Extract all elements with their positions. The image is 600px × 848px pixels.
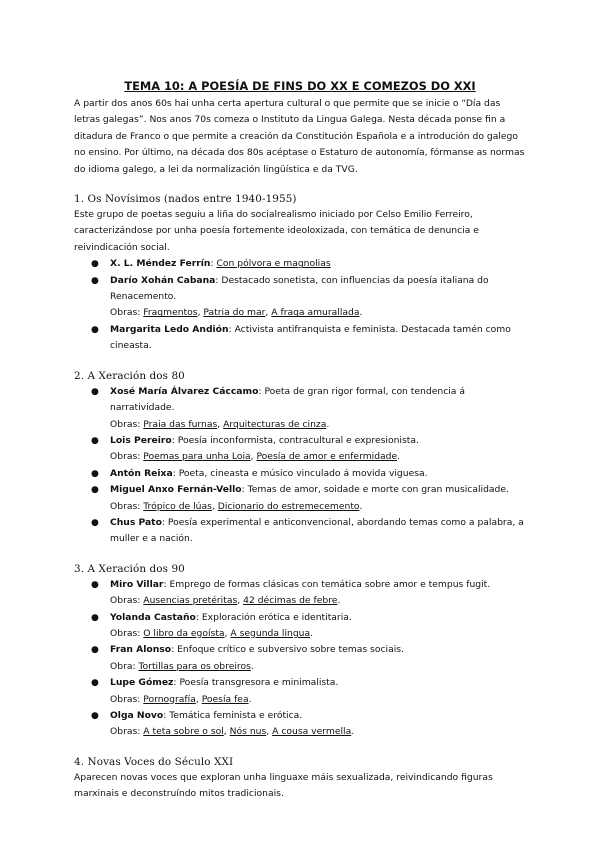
works-prefix: Obras: (110, 451, 144, 463)
works-punct: , (211, 500, 218, 512)
bullet-icon: ● (91, 275, 99, 286)
work-title: A segunda lingua (230, 627, 311, 639)
separator: : (258, 385, 265, 397)
author-name: Olga Novo (110, 710, 164, 721)
works-prefix: Obras: (110, 693, 144, 705)
author-description: Poeta de gran rigor formal, con tendencia á narratividade. (110, 385, 465, 414)
works-punct: . (337, 595, 341, 607)
bullet-icon: ● (91, 386, 99, 397)
author-name: Yolanda Castaño (110, 611, 196, 623)
works-punct: , (250, 451, 257, 463)
bullet-icon: ● (91, 678, 99, 689)
separator: : (210, 258, 217, 270)
separator: : (163, 710, 170, 721)
section-text: Este grupo de poetas seguiu a liña do socialrealismo iniciado por Celso Emilio Ferreiro, caracterizándose por unha poesía fortemente ideoloxizada, con temática de denuncia e reivindicación social. (74, 209, 479, 253)
works-line (110, 659, 526, 675)
work-title: Poesía fea (201, 693, 249, 705)
works-punct: , (266, 726, 273, 738)
works-punct: , (265, 307, 272, 319)
work-title: Tortillas para os obreiros (138, 660, 251, 672)
work-title: Arquitecturas de cinza (223, 418, 327, 430)
author-description: Exploración erótica e identitaria. (201, 611, 352, 623)
work-title: Trópico de lúas (143, 500, 212, 512)
works-punct: . (310, 627, 314, 639)
author-description: Activista antifranquista e feminista. Destacada tamén como cineasta. (110, 323, 511, 352)
work-title: Patria do mar (203, 307, 266, 319)
work-title: A teta sobre o sol (143, 726, 224, 738)
author-description: Poesía experimental e anticonvencional, abordando temas como a palabra, a muller e a nación. (110, 516, 524, 545)
author-name: Xosé María Álvarez Cáccamo (110, 385, 259, 397)
author-item (91, 577, 526, 610)
author-name: Lois Pereiro (110, 434, 172, 446)
section-heading: 4. Novas Voces do Século XXI (74, 755, 234, 768)
bullet-icon: ● (91, 468, 99, 479)
work-title: 42 décimas de febre (243, 595, 338, 607)
author-item (91, 675, 526, 708)
work-title: Dicionario do estremecemento (217, 500, 360, 512)
works-line (110, 449, 526, 465)
works-line (110, 417, 526, 433)
work-title: Praia das furnas (143, 418, 218, 430)
works-punct: , (223, 726, 230, 738)
section-text: Aparecen novas voces que exploran unha linguaxe máis sexualizada, reivindicando figuras marxinais e deconstruíndo mitos tradicionais. (74, 771, 493, 800)
author-list (74, 256, 526, 354)
separator: : (195, 611, 202, 623)
author-name: Darío Xohán Cabana (110, 274, 216, 286)
author-item (91, 273, 526, 322)
author-description: Poeta, cineasta e músico vinculado á movida viguesa. (178, 467, 428, 479)
bullet-icon: ● (91, 259, 99, 270)
author-item (91, 466, 526, 482)
works-prefix: Obras: (110, 418, 144, 430)
separator: : (173, 677, 180, 689)
works-prefix: Obras: (110, 595, 144, 607)
works-line (110, 593, 526, 609)
work-title: Nós nus (229, 726, 267, 738)
bullet-icon: ● (91, 579, 99, 590)
author-description: Destacado sonetista, con influencias da poesía italiana do Renacemento. (110, 274, 489, 303)
work-title: Poesía de amor e enfermidade (256, 451, 398, 463)
author-item (91, 322, 526, 355)
works-punct: . (359, 307, 363, 319)
bullet-icon: ● (91, 435, 99, 446)
works-line (110, 626, 526, 642)
works-punct: . (359, 500, 363, 512)
works-punct: , (197, 307, 204, 319)
author-description: Poesía transgresora e minimalista. (179, 677, 339, 689)
author-description: Poesía inconformista, contracultural e expresionista. (177, 434, 419, 446)
separator: : (171, 434, 178, 446)
work-title: Poemas para unha Loia (143, 451, 251, 463)
work-title: Fragmentos (143, 307, 198, 319)
separator: : (215, 274, 222, 286)
works-punct: . (397, 451, 401, 463)
author-description: Emprego de formas clásicas con temática sobre amor e tempus fugit. (169, 578, 491, 590)
sections-container (74, 191, 526, 803)
section-4 (74, 754, 526, 803)
works-line (110, 724, 526, 740)
section-heading: 1. Os Novísimos (nados entre 1940-1955) (74, 193, 297, 206)
work-title: A cousa vermella (272, 726, 352, 738)
author-list (74, 384, 526, 548)
works-punct: , (237, 595, 244, 607)
author-description: Temas de amor, soidade e morte con gran musicalidade. (247, 484, 509, 496)
author-name: Antón Reixa (110, 467, 173, 479)
work-title: A fraga amurallada (271, 307, 360, 319)
author-list (74, 577, 526, 741)
bullet-icon: ● (91, 517, 99, 528)
bullet-icon: ● (91, 485, 99, 496)
separator: : (163, 578, 170, 590)
work-title: Con pólvora e magnolias (216, 258, 331, 270)
works-punct: , (224, 627, 231, 639)
author-name: Chus Pato (110, 516, 162, 528)
works-prefix: Obras: (110, 500, 144, 512)
works-punct: . (250, 660, 254, 672)
bullet-icon: ● (91, 612, 99, 623)
works-line (110, 692, 526, 708)
separator: : (171, 644, 178, 656)
work-title: Pornografía (143, 693, 196, 705)
works-punct: , (195, 693, 202, 705)
works-punct: . (326, 418, 330, 430)
author-name: Miguel Anxo Fernán-Vello (110, 484, 242, 496)
intro-paragraph: A partir dos anos 60s hai unha certa apertura cultural o que permite que se inicie o “Día das letras galegas”. Nos anos 70s comeza o Instituto da Lingua Galega. Nesta década ponse fin a ditadura de Franco o que permite a creación da Constitución Española e a introdución do galego no ensino. Por último, na década dos 80s acéptase o Estaturo de autonomía, fórmanse as normas do idioma galego, a lei da normalización lingüística e da TVG. (74, 98, 525, 175)
author-name: Fran Alonso (110, 644, 172, 656)
author-name: Lupe Gómez (110, 677, 174, 689)
work-title: O libro da egoísta (143, 627, 225, 639)
author-item (91, 610, 526, 643)
page-title: TEMA 10: A POESÍA DE FINS DO XX E COMEZOS DO XXI (124, 79, 476, 93)
author-item (91, 708, 526, 741)
bullet-icon: ● (91, 324, 99, 335)
author-description: Temática feminista e erótica. (169, 710, 303, 721)
bullet-icon: ● (91, 645, 99, 656)
author-description: Enfoque crítico e subversivo sobre temas sociais. (177, 644, 404, 656)
author-item (91, 256, 526, 272)
work-title: Ausencias pretéritas (143, 595, 238, 607)
author-item (91, 482, 526, 515)
author-item (91, 384, 526, 433)
works-prefix: Obras: (110, 627, 144, 639)
author-item (91, 642, 526, 675)
separator: : (228, 323, 235, 335)
works-line (110, 305, 526, 321)
works-punct: . (351, 726, 355, 738)
section-1 (74, 191, 526, 355)
works-prefix: Obras: (110, 726, 144, 738)
works-prefix: Obras: (110, 307, 144, 319)
works-prefix: Obra: (110, 660, 139, 672)
works-punct: , (217, 418, 224, 430)
separator: : (161, 516, 168, 528)
separator: : (241, 484, 248, 496)
author-name: X. L. Méndez Ferrín (110, 258, 211, 270)
section-heading: 2. A Xeración dos 80 (74, 369, 185, 382)
bullet-icon: ● (91, 711, 99, 721)
author-item (91, 433, 526, 466)
author-name: Margarita Ledo Andión (110, 323, 229, 335)
separator: : (172, 467, 179, 479)
section-2 (74, 368, 526, 548)
author-name: Miro Villar (110, 578, 164, 590)
section-heading: 3. A Xeración dos 90 (74, 562, 185, 575)
works-line (110, 499, 526, 515)
author-item (91, 515, 526, 548)
works-punct: . (248, 693, 252, 705)
section-3 (74, 561, 526, 741)
